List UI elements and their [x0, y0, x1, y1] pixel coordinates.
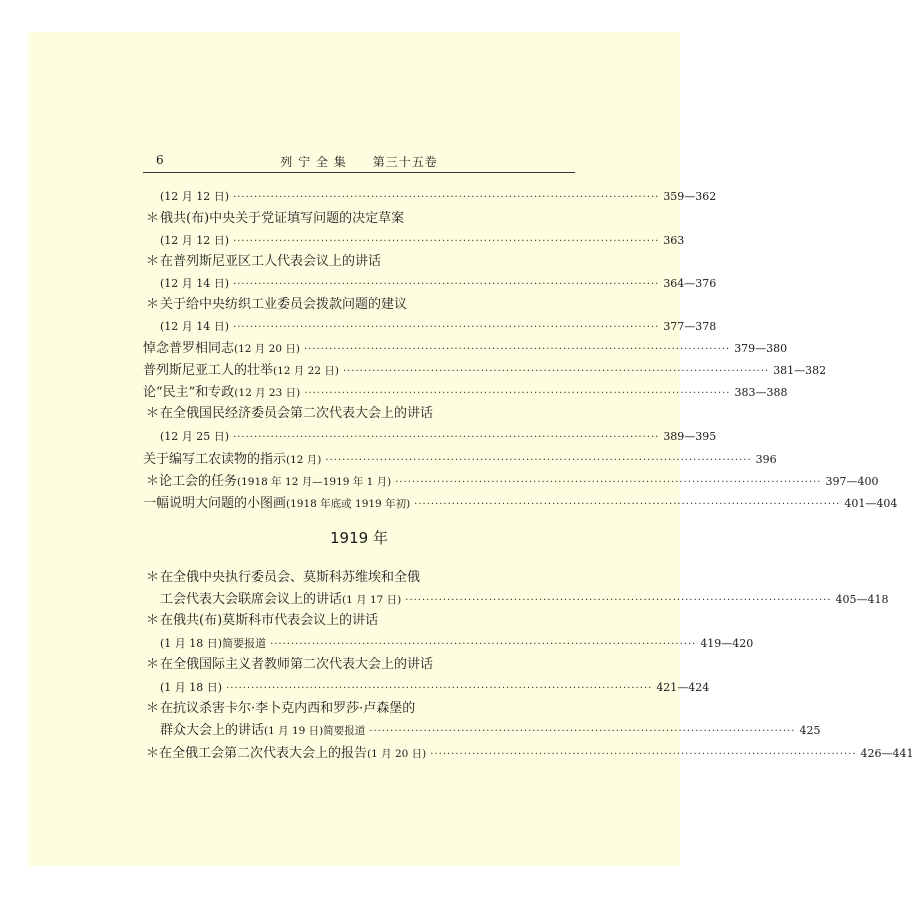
entry-title: 在全俄工会第二次代表大会上的报告	[159, 746, 368, 761]
dot-leader: ······································································································	[233, 322, 660, 333]
year-heading: 1919 年	[330, 529, 388, 547]
entry-date: (1 月 17 日)	[342, 594, 402, 606]
entry-title: 普列斯尼亚工人的壮举	[143, 363, 274, 378]
asterisk-marker: ＊	[146, 657, 160, 672]
page-range: 363	[663, 234, 685, 247]
dot-leader: ······································································································	[325, 455, 752, 466]
dot-leader: ······································································································	[414, 499, 841, 510]
page-range: 396	[755, 453, 777, 466]
entry-date: (12 月 22 日)	[273, 365, 339, 377]
entry-date: (12 月 23 日)	[234, 387, 301, 399]
entry-title: 在全俄中央执行委员会、莫斯科苏维埃和全俄	[160, 570, 421, 585]
entry-date: (12 月)	[286, 454, 322, 466]
toc-entry	[143, 403, 575, 425]
dot-leader: ······································································································	[233, 192, 660, 203]
entry-title: 在普列斯尼亚区工人代表会议上的讲话	[160, 254, 382, 269]
page-range: 401—404	[844, 497, 898, 510]
entry-title: 群众大会上的讲话	[160, 723, 265, 738]
book-title: 列 宁 全 集 第三十五卷	[280, 155, 438, 169]
asterisk-marker: ＊	[146, 474, 160, 489]
page-number: 6	[156, 153, 164, 167]
toc-line: (1 月 18 日)简要报道 ······································································································ 419—420	[143, 633, 575, 655]
page-range: 421—424	[656, 681, 710, 694]
page-range: 381—382	[773, 364, 827, 377]
entry-title: 工会代表大会联席会议上的讲话	[160, 592, 343, 607]
entry-title: 在全俄国际主义者教师第二次代表大会上的讲话	[160, 657, 434, 672]
page-range: 364—376	[663, 277, 717, 290]
entry-title: 在全俄国民经济委员会第二次代表大会上的讲话	[160, 406, 434, 421]
entry-title: 在俄共(布)莫斯科市代表会议上的讲话	[160, 613, 379, 628]
toc-line: (12 月 12 日) ······································································································ 363	[143, 230, 575, 252]
page-range: 359—362	[663, 190, 717, 203]
asterisk-marker: ＊	[146, 211, 160, 226]
page-range: 397—400	[825, 475, 879, 488]
dot-leader: ······································································································	[270, 639, 697, 650]
entry-title: 关于编写工农读物的指示	[143, 452, 287, 467]
page-range: 389—395	[663, 430, 717, 443]
entry-date: (1918 年 12 月—1919 年 1 月)	[237, 476, 392, 488]
toc-line: (12 月 12 日) ······································································································ 359—362	[143, 186, 575, 208]
toc-entry	[143, 251, 575, 273]
toc-entry	[143, 382, 788, 404]
page-range: 377—378	[663, 320, 717, 333]
toc-entry	[143, 698, 575, 720]
entry-date: (1 月 19 日)简要报道	[264, 725, 366, 737]
entry-title: 俄共(布)中央关于党证填写问题的决定草案	[160, 211, 405, 226]
asterisk-marker: ＊	[146, 406, 160, 421]
asterisk-marker: ＊	[146, 570, 160, 585]
dot-leader: ······································································································	[226, 683, 653, 694]
entry-date: (1 月 20 日)	[367, 748, 427, 760]
dot-leader: ······································································································	[233, 236, 660, 247]
dot-leader: ······································································································	[395, 477, 822, 488]
toc-entry	[143, 567, 575, 589]
page-range: 405—418	[835, 593, 889, 606]
asterisk-marker: ＊	[146, 613, 160, 628]
page-range: 419—420	[700, 637, 754, 650]
entry-title: 论工会的任务	[159, 474, 238, 489]
toc-entry	[143, 294, 575, 316]
toc-entry	[143, 338, 788, 360]
entry-title: 关于给中央纺织工业委员会拨款问题的建议	[160, 297, 408, 312]
dot-leader: ······································································································	[369, 726, 796, 737]
toc-line: (12 月 14 日) ······································································································ 364—376	[143, 273, 575, 295]
toc-line: (12 月 14 日) ······································································································ 377—378	[143, 316, 575, 338]
toc-entry	[143, 610, 575, 632]
asterisk-marker: ＊	[146, 254, 160, 269]
entry-title: 论“民主”和专政	[143, 385, 235, 400]
entry-title: 在抗议杀害卡尔·李卜克内西和罗莎·卢森堡的	[160, 701, 416, 716]
toc-entry	[143, 471, 879, 493]
toc-entry	[143, 208, 575, 230]
toc-line	[143, 720, 821, 742]
asterisk-marker: ＊	[146, 297, 160, 312]
running-header	[143, 150, 575, 173]
dot-leader: ······································································································	[233, 279, 660, 290]
toc-line: (12 月 25 日) ······································································································ 389—395	[143, 426, 575, 448]
entry-date: (1918 年底或 1919 年初)	[286, 498, 411, 510]
entry-title: 悼念普罗相同志	[143, 341, 235, 356]
dot-leader: ······································································································	[304, 388, 731, 399]
dot-leader: ······································································································	[342, 366, 770, 377]
toc-line	[143, 589, 889, 611]
page-range: 425	[799, 724, 821, 737]
toc-line: (1 月 18 日) ······································································································ 421—424	[143, 677, 575, 699]
entry-date: (12 月 20 日)	[234, 343, 300, 355]
toc-entry	[143, 360, 827, 382]
entry-title: 一幅说明大问题的小图画	[143, 496, 287, 511]
dot-leader: ······································································································	[233, 432, 660, 443]
dot-leader: ······································································································	[303, 344, 731, 355]
toc-entry	[143, 654, 575, 676]
asterisk-marker: ＊	[146, 701, 160, 716]
dot-leader: ······································································································	[405, 595, 832, 606]
toc-entry	[143, 449, 777, 471]
page-range: 379—380	[734, 342, 788, 355]
toc-entry	[143, 743, 914, 765]
dot-leader: ······································································································	[430, 749, 857, 760]
toc-entry	[143, 493, 898, 515]
page-range: 426—441	[860, 747, 914, 760]
asterisk-marker: ＊	[146, 746, 160, 761]
page-range: 383—388	[734, 386, 788, 399]
